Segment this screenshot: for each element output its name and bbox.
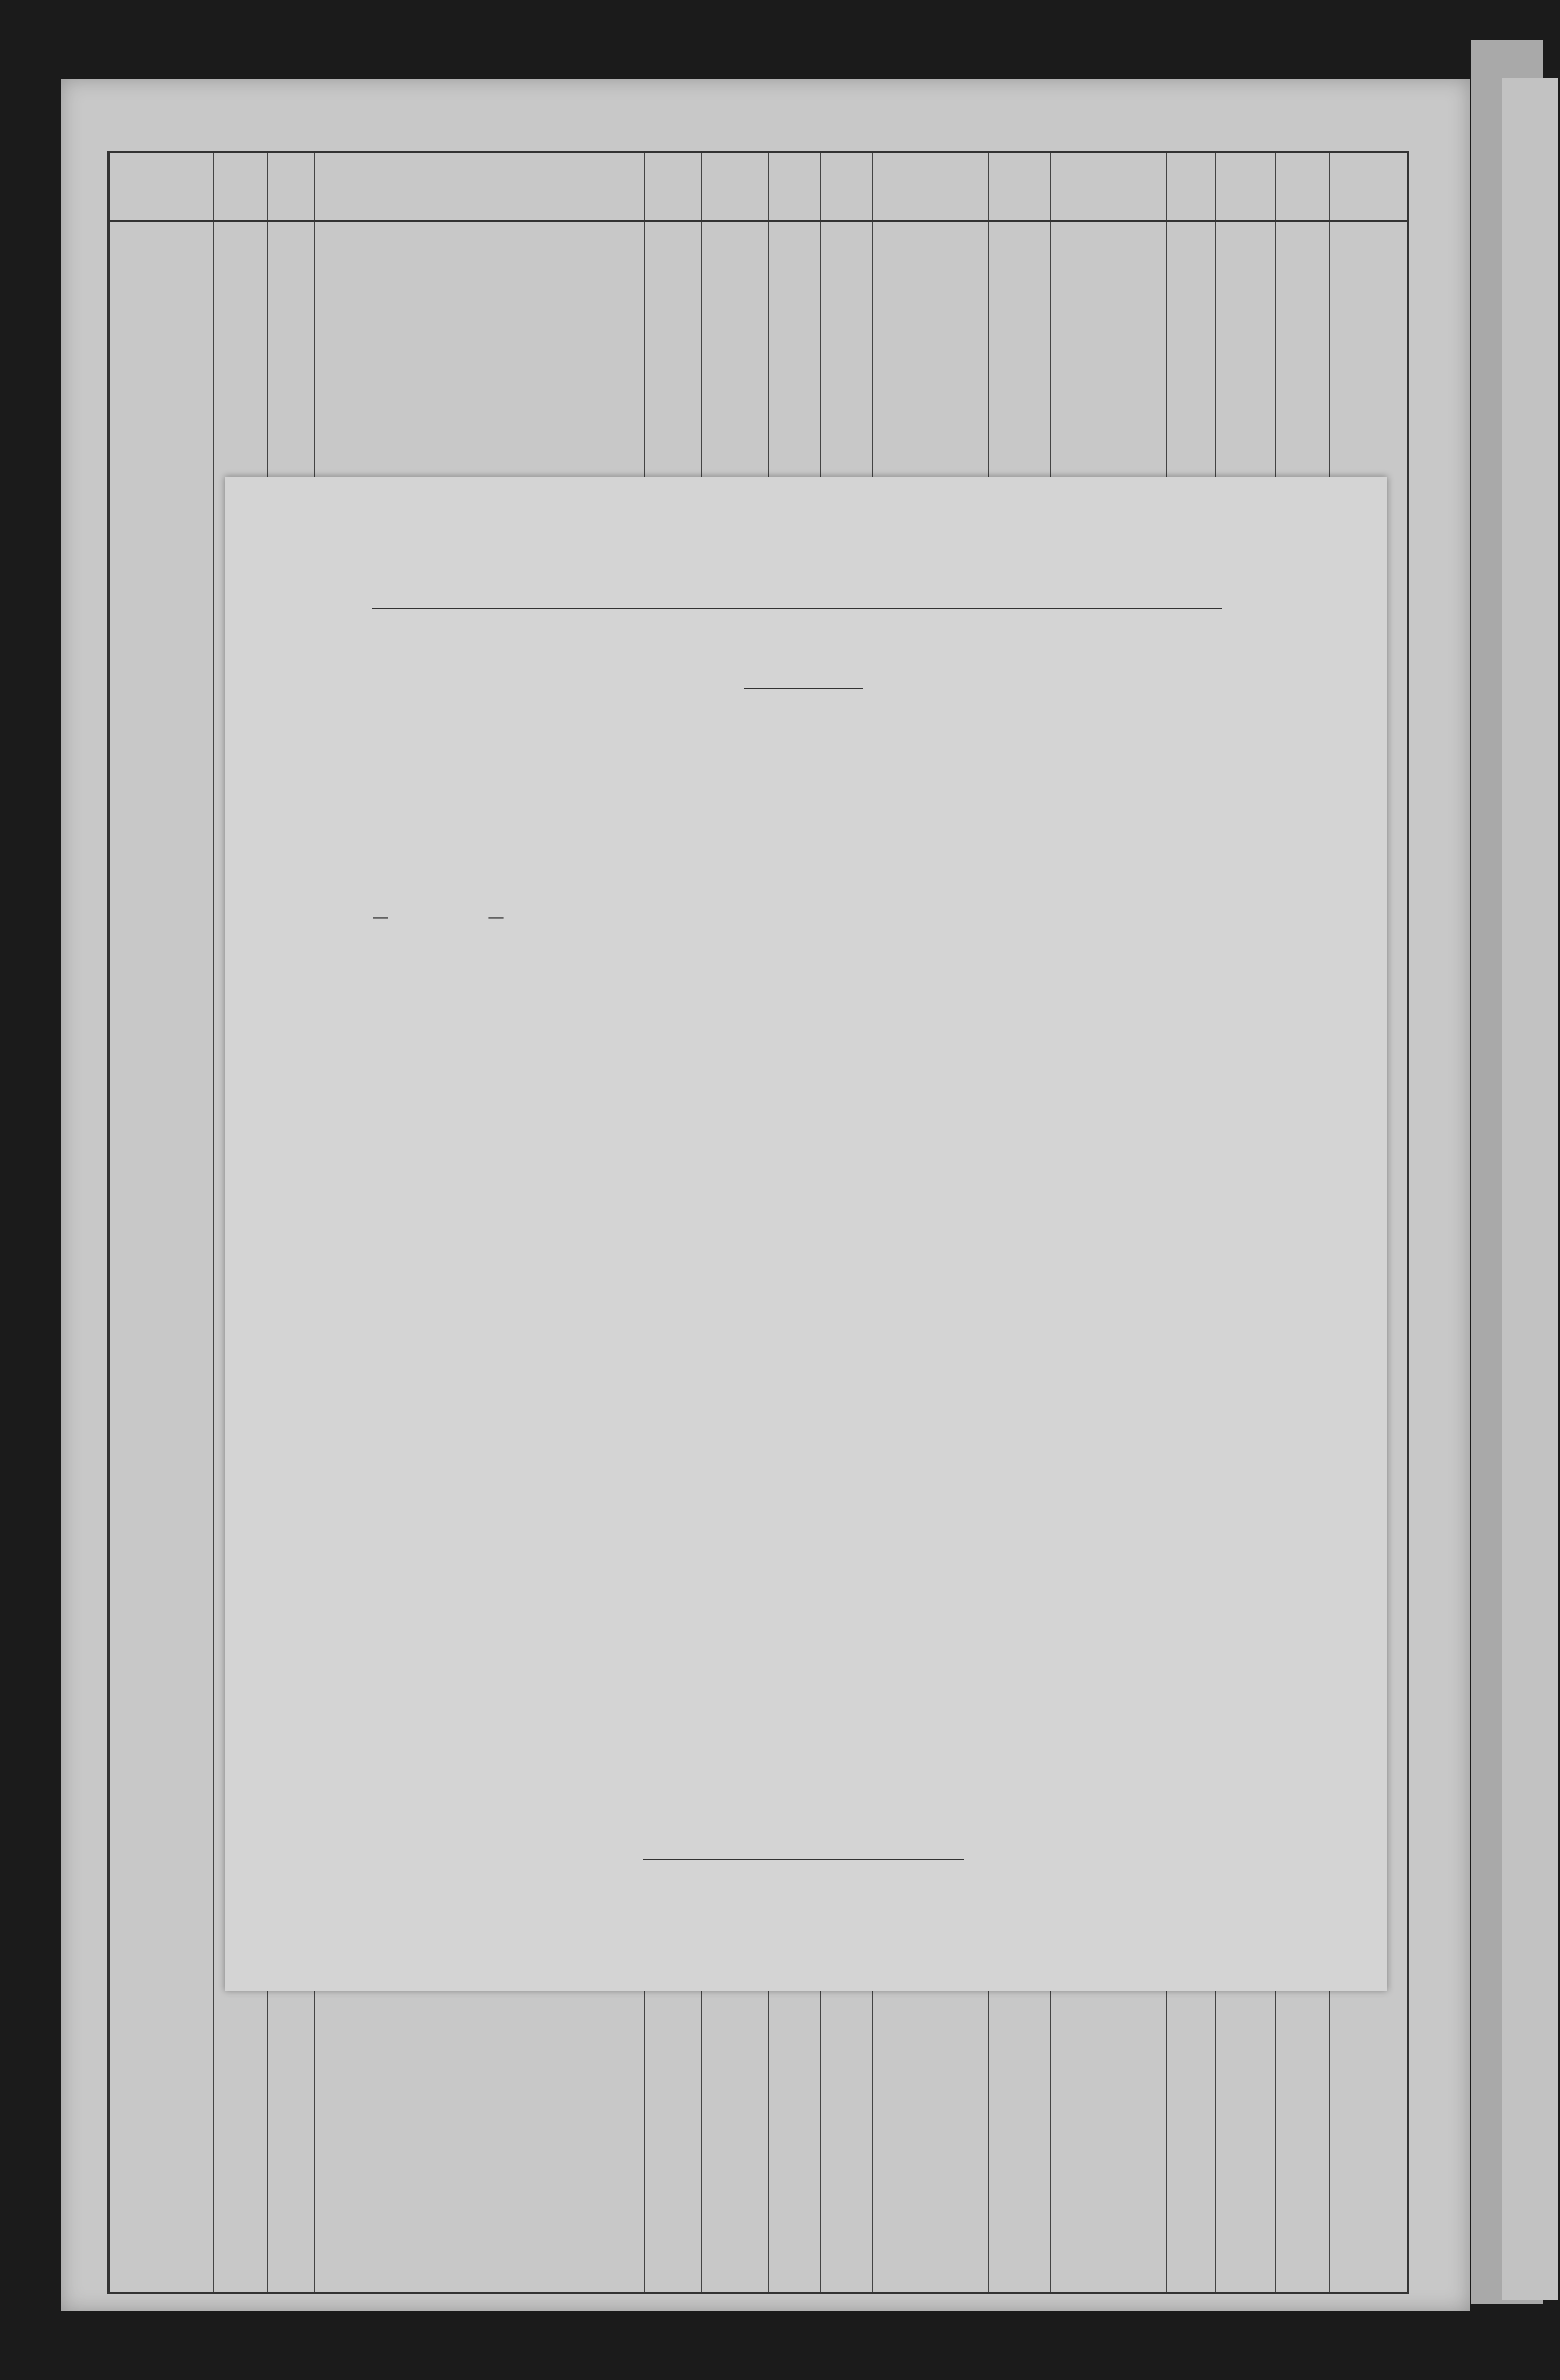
- avis-left-column: [372, 725, 791, 734]
- series-table: — —: [372, 907, 504, 927]
- avis-sheet: [225, 477, 1387, 1991]
- avis-rule: [744, 688, 863, 689]
- next-page-edge-inner: [1502, 78, 1558, 2300]
- supp-rule: [372, 608, 1222, 609]
- imprint-rule: [643, 1859, 964, 1860]
